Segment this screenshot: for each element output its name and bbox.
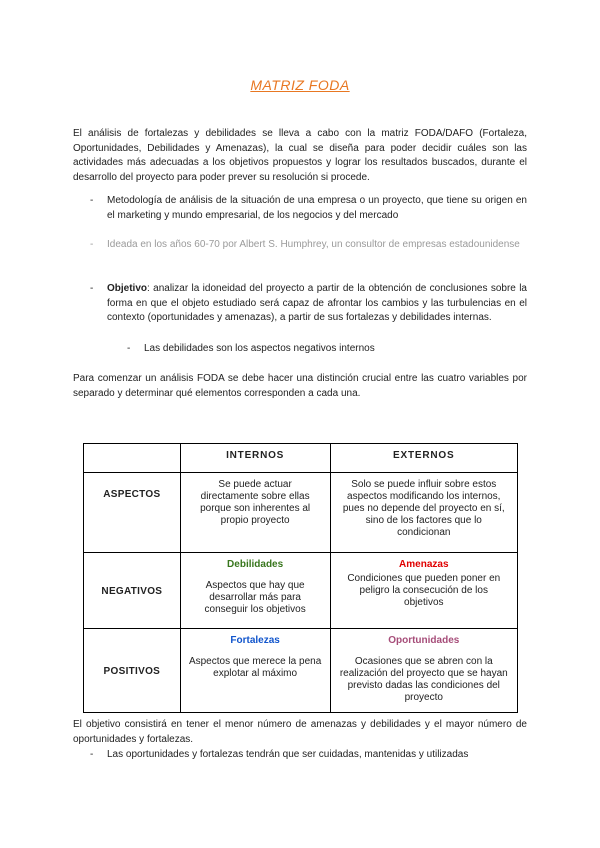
bullet-origin: [90, 238, 527, 253]
bullet-objective: [90, 282, 527, 326]
cell-fortalezas: [180, 629, 330, 713]
bullet-dash: -: [90, 749, 94, 760]
foda-matrix-table: [83, 443, 518, 713]
bullet-dash: -: [90, 239, 94, 250]
objective-paragraph: El objetivo consistirá en tener el menor número de amenazas y debilidades y el mayor número de oportunidades y fortalezas.: [73, 719, 527, 745]
oportunidades-text: Ocasiones que se abren con la realización del proyecto que se hayan previsto dadas las condiciones del proyecto: [339, 656, 508, 703]
cell-aspectos-externos: Solo se puede influir sobre estos aspectos modificando los internos, pues no depende del proyecto en sí, sino de los factores que lo condicionan: [330, 473, 517, 553]
bullet-text: Ideada en los años 60-70 por Albert S. Humphrey, un consultor de empresas estadounidense: [107, 239, 520, 250]
table-header-row: [84, 444, 518, 473]
row-header-negativos: NEGATIVOS: [84, 553, 181, 629]
row-header-aspectos: ASPECTOS: [84, 473, 181, 553]
bullet-text: [107, 282, 527, 326]
bullet-dash: -: [127, 343, 131, 354]
cell-debilidades: [180, 553, 330, 629]
row-aspectos: [84, 473, 518, 553]
cell-amenazas: [330, 553, 517, 629]
row-header-positivos: POSITIVOS: [84, 629, 181, 713]
bullet-opportunities: [90, 748, 527, 763]
fortalezas-text: Aspectos que merece la pena explotar al máximo: [188, 656, 322, 679]
page-title: MATRIZ FODA: [250, 77, 350, 93]
intro-paragraph: El análisis de fortalezas y debilidades se lleva a cabo con la matriz FODA/DAFO (Fortaleza, Oportunidades, Debilidades y Amenazas), la cual se diseña para poder decidir cuáles son las actividades más adecuadas a los objetivos propuestos y lograr los resultados buscados, durante el desarrollo del proyecto para poder prever su resolución si procede.: [73, 128, 527, 183]
sub-bullet-weaknesses: [127, 342, 527, 357]
amenazas-label: Amenazas: [399, 559, 449, 570]
variables-paragraph: Para comenzar un análisis FODA se debe hacer una distinción crucial entre las cuatro variables por separado y determinar qué elementos corresponden a cada una.: [73, 373, 527, 399]
col-header-externos: EXTERNOS: [330, 444, 517, 473]
col-header-internos: INTERNOS: [180, 444, 330, 473]
bullet-dash: -: [90, 195, 94, 206]
bullet-text: Metodología de análisis de la situación de una empresa o un proyecto, que tiene su origen en el marketing y mundo empresarial, de los negocios y del mercado: [107, 195, 527, 221]
row-negativos: [84, 553, 518, 629]
objective-label: Objetivo: [107, 283, 148, 294]
bullet-methodology: [90, 194, 527, 223]
bullet-dash: -: [90, 283, 94, 294]
objective-text: : analizar la idoneidad del proyecto a partir de la obtención de conclusiones sobre la forma en que el objeto estudiado será capaz de afrontar los cambios y las turbulencias en el contexto (oportunidades y amenazas), a partir de sus fortalezas y debilidades internas.: [107, 283, 527, 323]
fortalezas-label: Fortalezas: [230, 635, 280, 646]
debilidades-text: Aspectos que hay que desarrollar más para conseguir los objetivos: [204, 580, 306, 615]
corner-cell: [84, 444, 181, 473]
amenazas-text: Condiciones que pueden poner en peligro la consecución de los objetivos: [347, 573, 501, 608]
cell-aspectos-internos: Se puede actuar directamente sobre ellas porque son inherentes al propio proyecto: [180, 473, 330, 553]
bullet-text: Las oportunidades y fortalezas tendrán que ser cuidadas, mantenidas y utilizadas: [107, 749, 469, 760]
sub-bullet-text: Las debilidades son los aspectos negativos internos: [144, 343, 375, 354]
debilidades-label: Debilidades: [227, 559, 284, 570]
oportunidades-label: Oportunidades: [388, 635, 460, 646]
cell-oportunidades: [330, 629, 517, 713]
row-positivos: [84, 629, 518, 713]
